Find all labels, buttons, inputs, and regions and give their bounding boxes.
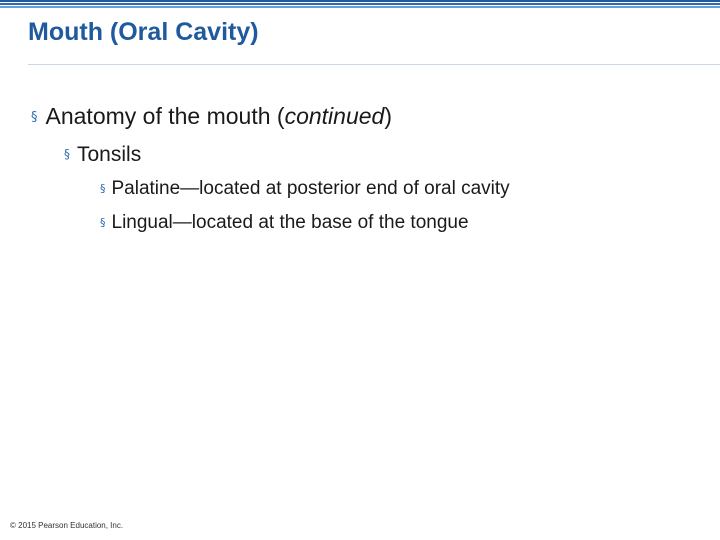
bullet-marker-icon: § (100, 216, 106, 229)
bullet-level3-palatine (100, 178, 510, 200)
bullet-text-after: ) (384, 103, 392, 129)
stripe-mid (0, 3, 720, 5)
bullet-marker-icon: § (31, 110, 38, 125)
copyright-footer: © 2015 Pearson Education, Inc. (10, 521, 124, 530)
bullet-text-italic: continued (284, 103, 385, 129)
stripe-dark (0, 0, 720, 2)
bullet-text (46, 103, 393, 130)
bullet-text: Lingual—located at the base of the tongue (111, 212, 469, 233)
stripe-light (0, 6, 720, 8)
bullet-level1 (31, 103, 392, 130)
bullet-text-before: Anatomy of the mouth ( (45, 103, 285, 129)
bullet-level3-lingual (100, 212, 469, 234)
bullet-text: Palatine—located at posterior end of oral cavity (111, 178, 510, 199)
bullet-text: Tonsils (77, 143, 142, 166)
bullet-marker-icon: § (64, 147, 70, 161)
top-stripe-bar (0, 0, 720, 9)
bullet-marker-icon: § (100, 182, 106, 195)
slide-title: Mouth (Oral Cavity) (28, 18, 259, 46)
title-divider (28, 64, 720, 65)
bullet-level2-tonsils (64, 143, 141, 167)
